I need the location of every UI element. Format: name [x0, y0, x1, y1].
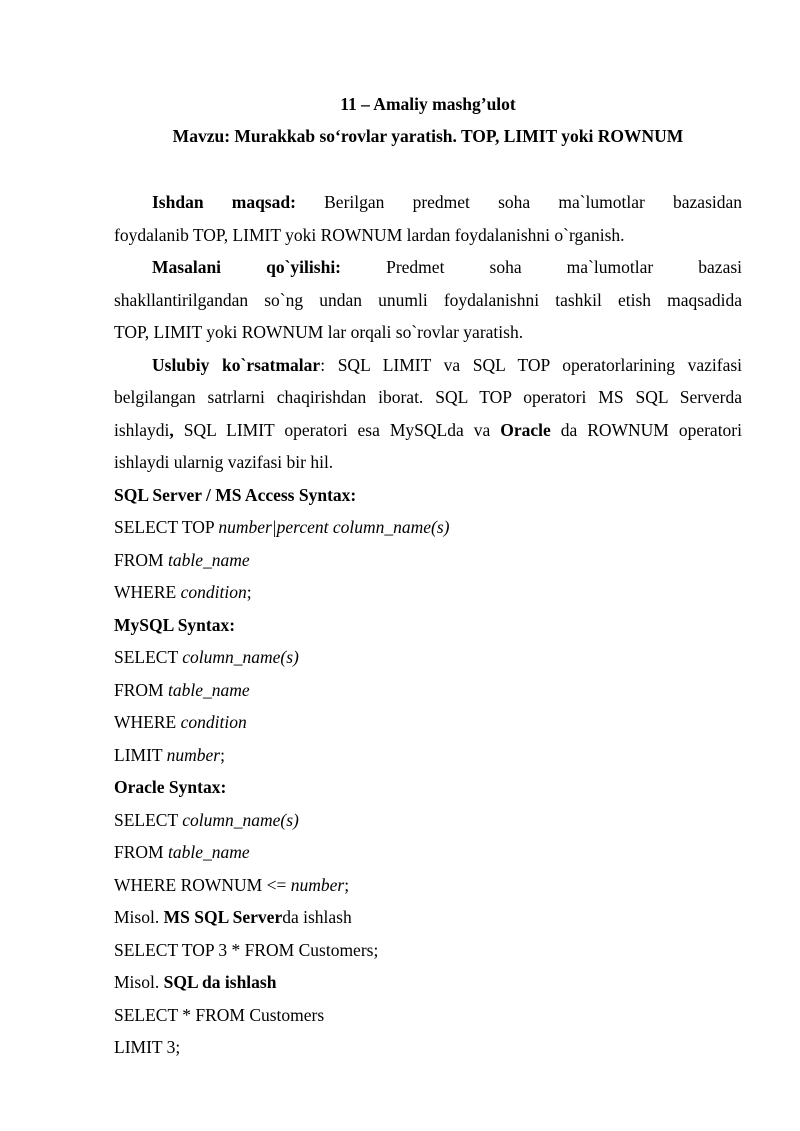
goal-line-2: foydalanib TOP, LIMIT yoki ROWNUM lardan foydalanishni o`rganish. [114, 224, 625, 245]
example-sql-heading [114, 966, 742, 999]
example-mssql-heading [114, 901, 742, 934]
oracle-line-3 [114, 869, 742, 902]
guide-line-2: belgilangan satrlarni chaqirishdan iborat. SQL TOP operatori MS SQL Serverda [114, 387, 742, 407]
page-subject: Mavzu: Murakkab so‘rovlar yaratish. TOP, LIMIT yoki ROWNUM [172, 126, 684, 146]
sql-keyword: SELECT [114, 809, 183, 830]
sql-variable: table_name [167, 679, 250, 700]
task-line-2: shakllantirilgandan so`ng undan unumli foydalanishni tashkil etish maqsadida [114, 289, 742, 310]
example-sql [114, 966, 742, 1064]
sql-keyword: WHERE ROWNUM <= [114, 874, 291, 895]
sql-keyword: FROM [114, 842, 168, 862]
example-prefix: Misol. [114, 907, 164, 927]
sql-variable: table_name [167, 549, 250, 570]
sqlserver-heading: SQL Server / MS Access Syntax: [114, 484, 357, 505]
example-mssql-code: SELECT TOP 3 * FROM Customers; [114, 939, 379, 960]
guide-line-1 [114, 349, 742, 382]
task-paragraph [114, 251, 742, 349]
example-mssql [114, 901, 742, 966]
guide-comma: , [169, 419, 174, 440]
sql-keyword: LIMIT [114, 744, 167, 765]
guide-paragraph [114, 349, 742, 479]
goal-line-1 [114, 186, 742, 219]
task-line-3: TOP, LIMIT yoki ROWNUM lar orqali so`rovlar yaratish. [114, 322, 524, 342]
mysql-line-2 [114, 674, 742, 707]
guide-text-3b: SQL LIMIT operatori esa MySQLda va [173, 419, 501, 440]
oracle-syntax [114, 771, 742, 901]
task-line-1 [114, 251, 742, 284]
goal-label: Ishdan maqsad: [152, 192, 296, 212]
mysql-syntax [114, 609, 742, 772]
sqlserver-line-3 [114, 576, 742, 609]
sql-keyword: FROM [114, 679, 168, 700]
mysql-heading: MySQL Syntax: [114, 614, 236, 635]
sql-keyword: FROM [114, 549, 168, 570]
example-suffix: da ishlash [282, 907, 352, 927]
guide-oracle: Oracle [500, 419, 551, 440]
spacer [114, 152, 742, 186]
guide-label: Uslubiy ko`rsatmalar [152, 354, 321, 375]
oracle-line-2 [114, 836, 742, 869]
example-sql-code-1: SELECT * FROM Customers [114, 1004, 325, 1025]
example-label: MS SQL Server [163, 907, 283, 927]
sql-terminator: ; [220, 744, 225, 765]
sql-terminator: ; [246, 582, 252, 602]
sql-keyword: SELECT [114, 647, 183, 667]
task-label: Masalani qo`yilishi: [152, 257, 342, 277]
task-text-1: Predmet soha ma`lumotlar bazasi [386, 257, 743, 277]
oracle-heading: Oracle Syntax: [114, 777, 227, 797]
oracle-line-1 [114, 804, 742, 837]
sql-variable: number [290, 874, 345, 895]
sql-variable: condition [180, 582, 247, 602]
sqlserver-line-1 [114, 511, 742, 544]
sql-variable: column_name(s) [182, 647, 299, 667]
sql-keyword: WHERE [114, 712, 181, 732]
sql-variable: condition [180, 712, 247, 732]
mysql-line-1 [114, 641, 742, 674]
mysql-line-3 [114, 706, 742, 739]
sql-variable: table_name [167, 842, 250, 862]
goal-text-1: Berilgan predmet soha ma`lumotlar bazasidan [324, 192, 743, 212]
sql-keyword: SELECT TOP [114, 517, 219, 537]
document-page [114, 88, 742, 1064]
example-label: SQL da ishlash [163, 972, 277, 992]
sql-keyword: WHERE [114, 582, 181, 602]
guide-line-4: ishlaydi ularnig vazifasi bir hil. [114, 452, 334, 472]
sqlserver-line-2 [114, 544, 742, 577]
sql-variable: column_name(s) [182, 809, 299, 830]
guide-text-1: : SQL LIMIT va SQL TOP operatorlarining vazifasi [320, 354, 743, 375]
mysql-line-4 [114, 739, 742, 772]
sqlserver-syntax [114, 479, 742, 609]
guide-text-3c: da ROWNUM operatori [550, 419, 742, 440]
guide-text-3a: ishlaydi [114, 419, 170, 440]
goal-paragraph [114, 186, 742, 251]
sql-variable: number|percent column_name(s) [218, 517, 450, 537]
sql-variable: number [166, 744, 221, 765]
example-sql-code-2: LIMIT 3; [114, 1037, 181, 1057]
sql-terminator: ; [344, 874, 350, 895]
page-title: 11 – Amaliy mashg’ulot [340, 94, 516, 114]
guide-line-3 [114, 414, 742, 447]
example-prefix: Misol. [114, 972, 164, 992]
